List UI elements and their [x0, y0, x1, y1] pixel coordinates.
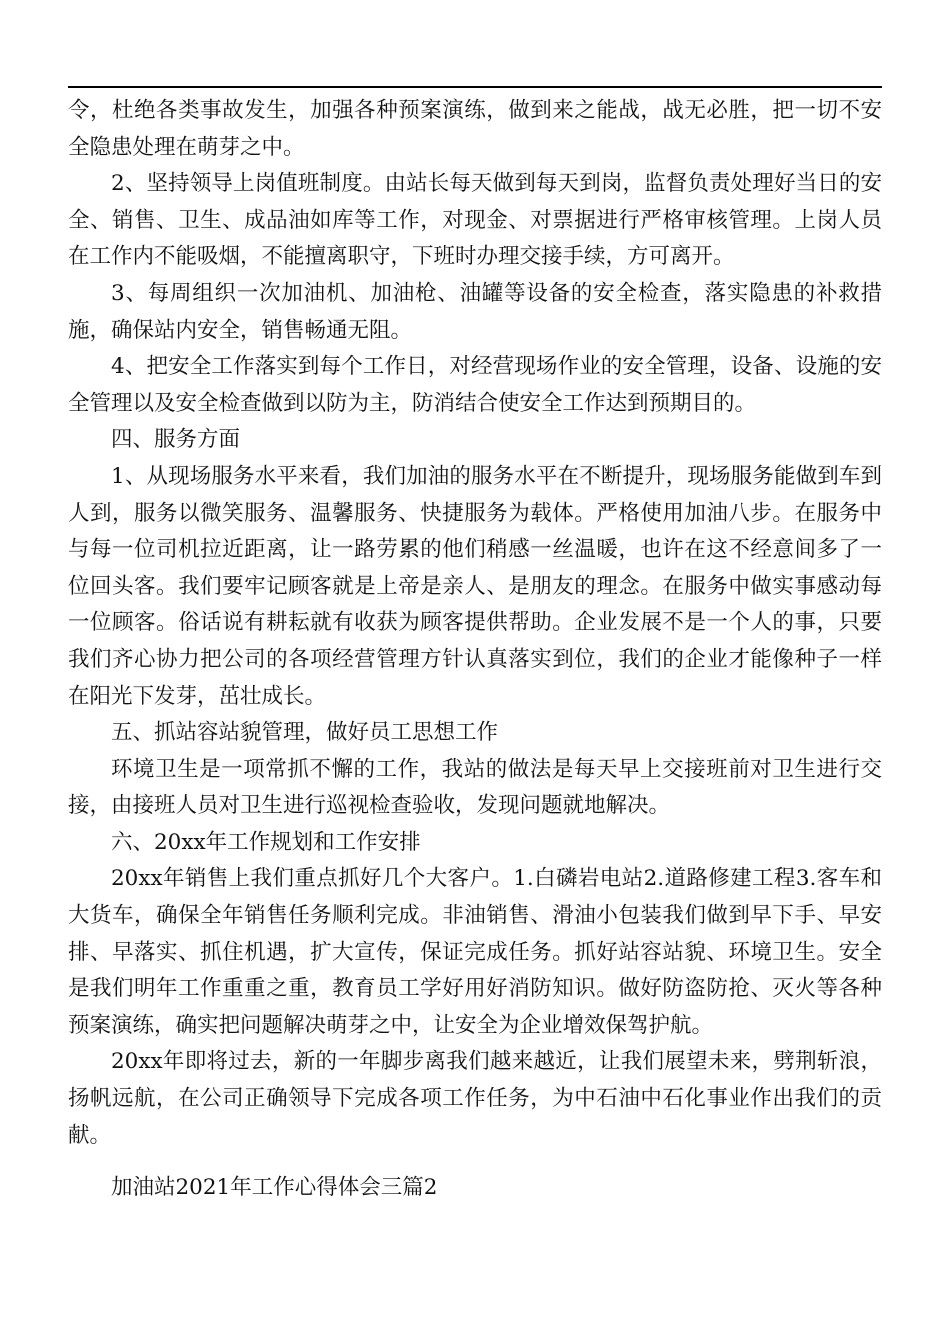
section-heading-station-appearance: 五、抓站容站貌管理，做好员工思想工作 — [111, 720, 499, 746]
paragraph-environment-hygiene: 环境卫生是一项常抓不懈的工作，我站的做法是每天早上交接班前对卫生进行交接，由接班人员对卫生进行巡视检查验收，发现问题就地解决。 — [68, 756, 882, 819]
section-heading-service: 四、服务方面 — [111, 427, 241, 453]
paragraph-service-level: 1、从现场服务水平来看，我们加油的服务水平在不断提升，现场服务能做到车到人到，服务以微笑服务、温馨服务、快捷服务为载体。严格使用加油八步。在服务中与每一位司机拉近距离，让一路劳累的他们稍感一丝温暖，也许在这不经意间多了一位回头客。我们要牢记顾客就是上帝是亲人、是朋友的理念。在服务中做实事感动每一位顾客。俗话说有耕耘就有收获为顾客提供帮助。企业发展不是一个人的事，只要我们齐心协力把公司的各项经营管理方针认真落实到位，我们的企业才能像种子一样在阳光下发芽，茁壮成长。 — [68, 463, 882, 709]
next-article-title: 加油站2021年工作心得体会三篇2 — [111, 1175, 438, 1201]
paragraph-weekly-inspection: 3、每周组织一次加油机、加油枪、油罐等设备的安全检查，落实隐患的补救措施，确保站内安全，销售畅通无阻。 — [68, 280, 882, 343]
paragraph-duty-system: 2、坚持领导上岗值班制度。由站长每天做到每天到岗，监督负责处理好当日的安全、销售、卫生、成品油如库等工作，对现金、对票据进行严格审核管理。上岗人员在工作内不能吸烟，不能擅离职守，下班时办理交接手续，方可离开。 — [68, 171, 882, 270]
paragraph-sales-plan: 20xx年销售上我们重点抓好几个大客户。1.白磷岩电站2.道路修建工程3.客车和大货车，确保全年销售任务顺利完成。非油销售、滑油小包装我们做到早下手、早安排、早落实、抓住机遇，扩大宣传，保证完成任务。抓好站容站貌、环境卫生。安全是我们明年工作重重之重，教育员工学好用好消防知识。做好防盗防抢、灭火等各种预案演练，确实把问题解决萌芽之中，让安全为企业增效保驾护航。 — [68, 866, 882, 1038]
document-body — [68, 93, 882, 1207]
header-rule — [68, 86, 882, 88]
section-heading-work-plan: 六、20xx年工作规划和工作安排 — [111, 829, 421, 855]
paragraph-closing: 20xx年即将过去，新的一年脚步离我们越来越近，让我们展望未来，劈荆斩浪，扬帆远航，在公司正确领导下完成各项工作任务，为中石油中石化事业作出我们的贡献。 — [68, 1049, 882, 1148]
document-page — [68, 0, 882, 1344]
paragraph-continuation: 令，杜绝各类事故发生，加强各种预案演练，做到来之能战，战无必胜，把一切不安全隐患处理在萌芽之中。 — [68, 98, 882, 160]
paragraph-safety-daily: 4、把安全工作落实到每个工作日，对经营现场作业的安全管理，设备、设施的安全管理以及安全检查做到以防为主，防消结合使安全工作达到预期目的。 — [68, 354, 882, 416]
